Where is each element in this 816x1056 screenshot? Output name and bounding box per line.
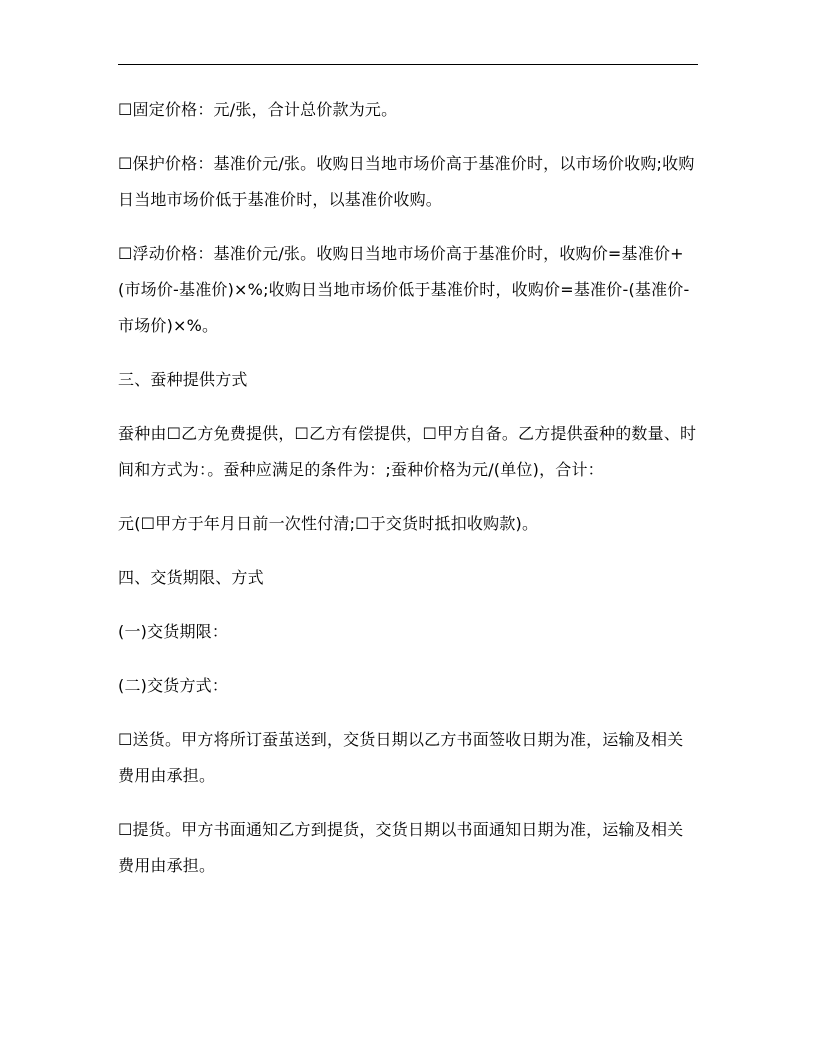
fixed-price-clause: ☐固定价格：元/张，合计总价款为元。 (118, 100, 398, 119)
delivery-method-label: (二)交货方式： (118, 676, 229, 695)
document-body (118, 92, 698, 902)
header-divider (118, 64, 698, 65)
delivery-option-pickup: ☐提货。甲方书面通知乙方到提货，交货日期以书面通知日期为准，运输及相关费用由承担。 (118, 820, 684, 875)
section-heading-delivery: 四、交货期限、方式 (118, 568, 264, 587)
payment-clause: 元(☐甲方于年月日前一次性付清;☐于交货时抵扣收购款)。 (118, 514, 539, 533)
delivery-option-send: ☐送货。甲方将所订蚕茧送到，交货日期以乙方书面签收日期为准，运输及相关费用由承担。 (118, 730, 684, 785)
silkworm-supply-clause: 蚕种由☐乙方免费提供，☐乙方有偿提供，☐甲方自备。乙方提供蚕种的数量、时间和方式为：。蚕种应满足的条件为：;蚕种价格为元/(单位)，合计： (118, 424, 697, 479)
delivery-deadline-label: (一)交货期限： (118, 622, 229, 641)
floating-price-clause: ☐浮动价格：基准价元/张。收购日当地市场价高于基准价时，收购价=基准价+(市场价-基准价)×%;收购日当地市场价低于基准价时，收购价=基准价-(基准价-市场价)×%。 (118, 244, 690, 335)
section-heading-silkworm-supply: 三、蚕种提供方式 (118, 370, 248, 389)
protected-price-clause: ☐保护价格：基准价元/张。收购日当地市场价高于基准价时，以市场价收购;收购日当地市场价低于基准价时，以基准价收购。 (118, 154, 695, 209)
